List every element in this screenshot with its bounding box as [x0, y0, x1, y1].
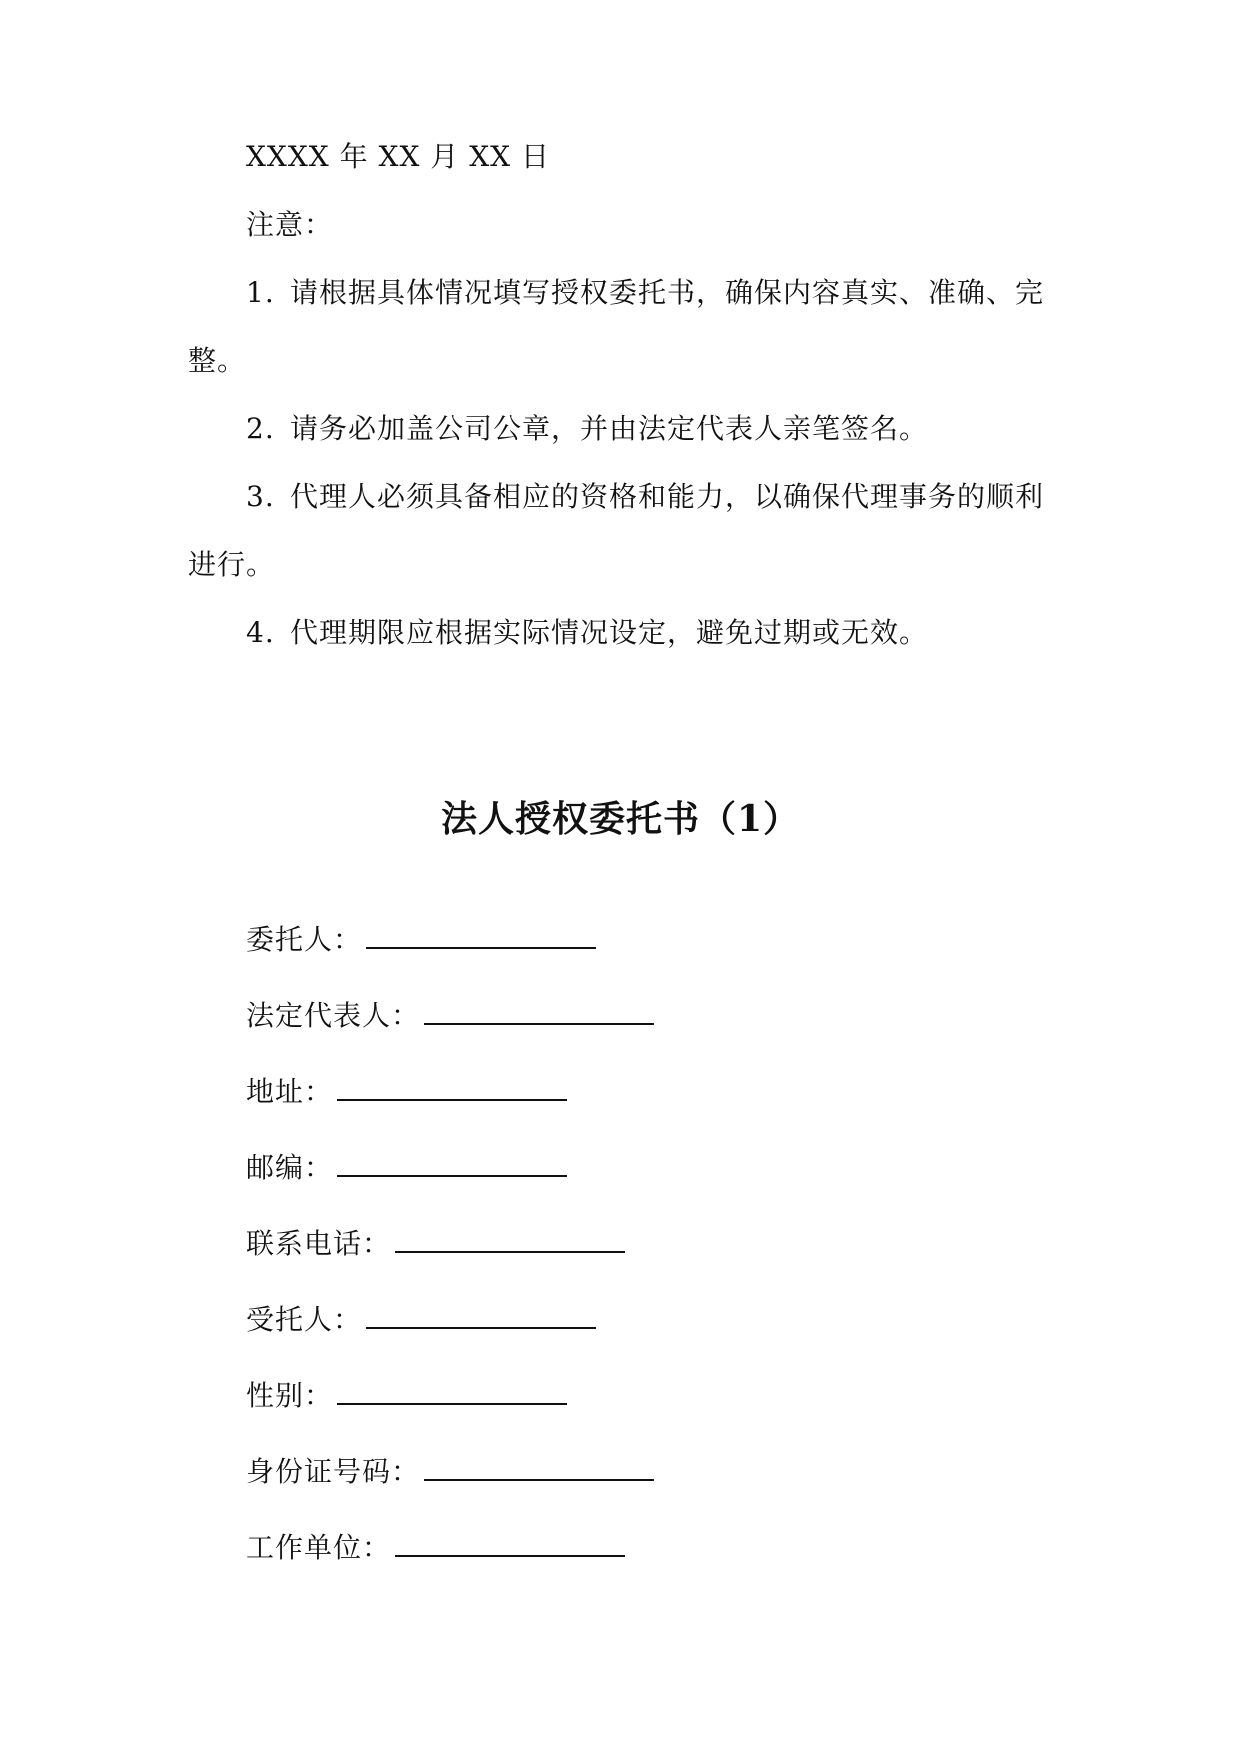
- field-label: 邮编：: [246, 1151, 334, 1184]
- fill-in-blank: [395, 1225, 625, 1253]
- field-label: 身份证号码：: [246, 1455, 421, 1488]
- notice-item-3: [246, 477, 1044, 517]
- notice-item-text: 代理人必须具备相应的资格和能力，以确保代理事务的顺利: [290, 480, 1045, 513]
- notice-item-4: [246, 613, 928, 653]
- notice-item-1-continuation: 整。: [188, 344, 247, 377]
- notice-item-1: [246, 273, 1044, 313]
- fill-in-blank: [424, 1453, 654, 1481]
- notice-item-number: 2.: [246, 412, 275, 445]
- field-label: 委托人：: [246, 923, 363, 956]
- notice-item-text: 请务必加盖公司公章，并由法定代表人亲笔签名。: [290, 412, 929, 445]
- field-label: 性别：: [246, 1379, 334, 1412]
- fill-in-blank: [337, 1073, 567, 1101]
- field-label: 地址：: [246, 1075, 334, 1108]
- form-field-agent: [246, 1300, 596, 1340]
- field-label: 工作单位：: [246, 1531, 392, 1564]
- notice-item-text: 代理期限应根据实际情况设定，避免过期或无效。: [290, 616, 929, 649]
- field-label: 法定代表人：: [246, 999, 421, 1032]
- fill-in-blank: [337, 1149, 567, 1177]
- form-field-employer: [246, 1528, 625, 1568]
- fill-in-blank: [337, 1377, 567, 1405]
- notice-item-number: 4.: [246, 616, 275, 649]
- form-field-postcode: [246, 1148, 567, 1188]
- notice-item-number: 3.: [246, 480, 275, 513]
- form-field-client: [246, 920, 596, 960]
- fill-in-blank: [366, 1301, 596, 1329]
- date-line: XXXX 年 XX 月 XX 日: [246, 140, 550, 173]
- form-field-legal-representative: [246, 996, 654, 1036]
- notice-heading: 注意：: [246, 208, 334, 241]
- form-field-address: [246, 1072, 567, 1112]
- notice-item-text: 请根据具体情况填写授权委托书，确保内容真实、准确、完: [290, 276, 1045, 309]
- form-field-gender: [246, 1376, 567, 1416]
- form-field-id-number: [246, 1452, 654, 1492]
- form-field-phone: [246, 1224, 625, 1264]
- notice-item-number: 1.: [246, 276, 275, 309]
- notice-item-3-continuation: 进行。: [188, 548, 276, 581]
- notice-item-2: [246, 409, 928, 449]
- fill-in-blank: [395, 1529, 625, 1557]
- field-label: 受托人：: [246, 1303, 363, 1336]
- fill-in-blank: [424, 997, 654, 1025]
- field-label: 联系电话：: [246, 1227, 392, 1260]
- form-title: 法人授权委托书（1）: [440, 798, 801, 840]
- fill-in-blank: [366, 921, 596, 949]
